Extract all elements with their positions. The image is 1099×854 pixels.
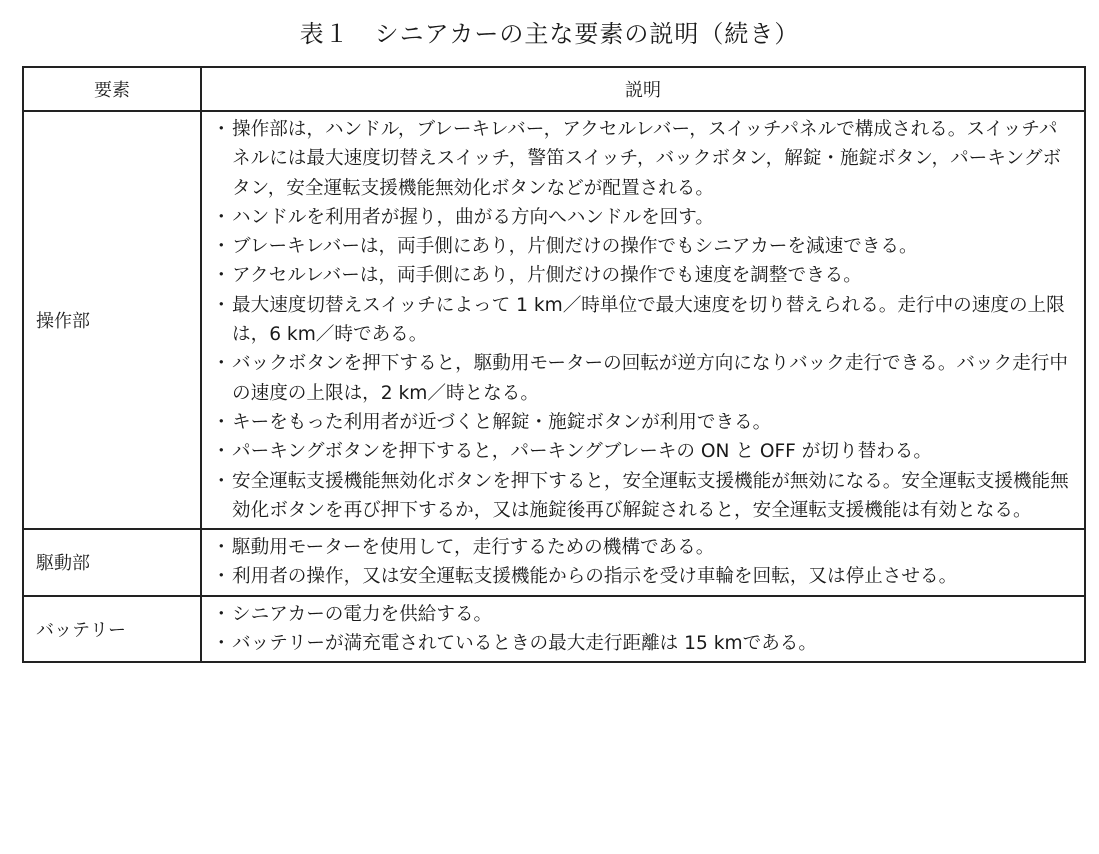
elements-table — [22, 66, 1086, 663]
list-item: ・ シニアカーの電力を供給する。 — [212, 600, 1072, 629]
table-title: 表１ シニアカーの主な要素の説明（続き） — [299, 20, 800, 48]
list-item: ・ パーキングボタンを押下すると，パーキングブレーキの ON と OFF が切り替わる。 — [212, 437, 1072, 466]
list-item: ・ 利用者の操作，又は安全運転支援機能からの指示を受け車輪を回転，又は停止させる。 — [212, 562, 1072, 591]
list-item: ・ ブレーキレバーは，両手側にあり，片側だけの操作でもシニアカーを減速できる。 — [212, 232, 1072, 261]
description-cell — [201, 111, 1085, 529]
column-header-element: 要素 — [23, 67, 201, 111]
element-name-cell: 駆動部 — [23, 529, 201, 596]
description-list — [212, 115, 1072, 525]
table-row — [23, 596, 1085, 663]
list-item: ・ 操作部は，ハンドル，ブレーキレバー，アクセルレバー，スイッチパネルで構成される。スイッチパネルには最大速度切替えスイッチ，警笛スイッチ，バックボタン，解錠・施錠ボタン，パーキングボタン，安全運転支援機能無効化ボタンなどが配置される。 — [212, 115, 1072, 203]
list-item: ・ バックボタンを押下すると，駆動用モーターの回転が逆方向になりバック走行できる。バック走行中の速度の上限は，2 km／時となる。 — [212, 349, 1072, 408]
list-item: ・ キーをもった利用者が近づくと解錠・施錠ボタンが利用できる。 — [212, 408, 1072, 437]
list-item: ・ 最大速度切替えスイッチによって 1 km／時単位で最大速度を切り替えられる。走行中の速度の上限は，6 km／時である。 — [212, 291, 1072, 350]
list-item: ・ バッテリーが満充電されているときの最大走行距離は 15 kmである。 — [212, 629, 1072, 658]
element-name-cell: 操作部 — [23, 111, 201, 529]
element-name-cell: バッテリー — [23, 596, 201, 663]
table-row — [23, 111, 1085, 529]
list-item: ・ 安全運転支援機能無効化ボタンを押下すると，安全運転支援機能が無効になる。安全運転支援機能無効化ボタンを再び押下するか，又は施錠後再び解錠されると，安全運転支援機能は有効となる。 — [212, 467, 1072, 526]
table-header-row — [23, 67, 1085, 111]
table-row — [23, 529, 1085, 596]
list-item: ・ アクセルレバーは，両手側にあり，片側だけの操作でも速度を調整できる。 — [212, 261, 1072, 290]
column-header-description: 説明 — [201, 67, 1085, 111]
description-cell — [201, 529, 1085, 596]
description-list — [212, 600, 1072, 659]
description-cell — [201, 596, 1085, 663]
list-item: ・ ハンドルを利用者が握り，曲がる方向へハンドルを回す。 — [212, 203, 1072, 232]
description-list — [212, 533, 1072, 592]
list-item: ・ 駆動用モーターを使用して，走行するための機構である。 — [212, 533, 1072, 562]
